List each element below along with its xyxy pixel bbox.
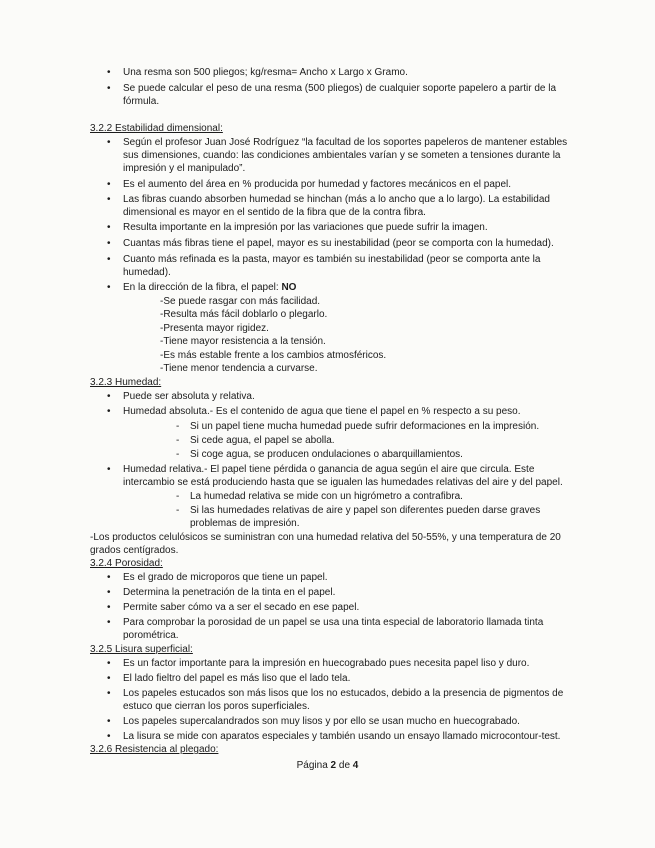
- list-item-continuation: sus dimensiones, cuando: las condiciones ambientales varían y se someten a tensiones durante la: [123, 150, 561, 161]
- list-item: • Cuantas más fibras tiene el papel, mayor es su inestabilidad (peor se comporta con la humedad).: [123, 237, 554, 250]
- sub-item: -Se puede rasgar con más facilidad.: [160, 296, 321, 307]
- section-heading-resistencia: 3.2.6 Resistencia al plegado:: [90, 744, 219, 755]
- list-item: • Es el aumento del área en % producida por humedad y factores mecánicos en el papel.: [123, 178, 511, 191]
- list-item: • Los papeles supercalandrados son muy lisos y por ello se usan mucho en huecograbado.: [123, 715, 520, 728]
- list-item: • Puede ser absoluta y relativa.: [123, 390, 255, 403]
- current-page-number: 2: [330, 760, 337, 771]
- list-item-continuation: intercambio se está produciendo hasta que se igualen las humedades relativas del aire y del papel.: [123, 477, 563, 488]
- sub-item: -Presenta mayor rigidez.: [160, 323, 269, 334]
- sub-item: - Si un papel tiene mucha humedad puede sufrir deformaciones en la impresión.: [190, 420, 539, 433]
- list-item: [123, 281, 296, 294]
- list-item-continuation: humedad).: [123, 267, 171, 278]
- section-heading-porosidad: 3.2.4 Porosidad:: [90, 558, 163, 569]
- section-heading-humedad: 3.2.3 Humedad:: [90, 377, 162, 388]
- footer-separator: de: [336, 760, 353, 771]
- list-item: • El lado fieltro del papel es más liso que el lado tela.: [123, 672, 350, 685]
- list-item: • Se puede calcular el peso de una resma (500 pliegos) de cualquier soporte papelero a partir de la: [123, 82, 556, 95]
- list-item: • Resulta importante en la impresión por las variaciones que puede sufrir la imagen.: [123, 221, 488, 234]
- list-item: • Cuanto más refinada es la pasta, mayor es también su inestabilidad (peor se comporta ante la: [123, 253, 540, 266]
- list-item: • Es un factor importante para la impresión en huecograbado pues necesita papel liso y duro.: [123, 657, 529, 670]
- list-item-continuation: impresión y el manipulado”.: [123, 163, 246, 174]
- list-item-continuation: porométrica.: [123, 630, 179, 641]
- list-item-continuation: fórmula.: [123, 96, 160, 107]
- list-item: • Los papeles estucados son más lisos que los no estucados, debido a la presencia de pigmentos de: [123, 687, 563, 700]
- list-item: • Determina la penetración de la tinta en el papel.: [123, 586, 335, 599]
- list-item: • Es el grado de microporos que tiene un papel.: [123, 571, 328, 584]
- sub-item: - Si cede agua, el papel se abolla.: [190, 434, 335, 447]
- list-item-continuation: estuco que cierran los poros superficiales.: [123, 701, 310, 712]
- sub-item: -Tiene menor tendencia a curvarse.: [160, 363, 318, 374]
- section-heading-lisura: 3.2.5 Lisura superficial:: [90, 644, 193, 655]
- emphasis-no: NO: [281, 282, 297, 293]
- sub-item-continuation: problemas de impresión.: [190, 518, 300, 529]
- list-item: • Para comprobar la porosidad de un papel se usa una tinta especial de laboratorio llamada tinta: [123, 616, 543, 629]
- list-item-text: En la dirección de la fibra, el papel:: [123, 282, 282, 293]
- sub-item: - La humedad relativa se mide con un higrómetro a contrafibra.: [190, 490, 463, 503]
- list-item: • Humedad relativa.- El papel tiene pérdida o ganancia de agua según el aire que circula. Este: [123, 463, 534, 476]
- sub-item: -Tiene mayor resistencia a la tensión.: [160, 336, 326, 347]
- list-item: • Una resma son 500 pliegos; kg/resma= Ancho x Largo x Gramo.: [123, 66, 408, 79]
- section-heading-estabilidad: 3.2.2 Estabilidad dimensional:: [90, 123, 223, 134]
- sub-item: - Si las humedades relativas de aire y papel son diferentes pueden darse graves: [190, 504, 540, 517]
- note-paragraph-continuation: grados centígrados.: [90, 545, 179, 556]
- footer-label: Página: [296, 760, 331, 771]
- sub-item: -Resulta más fácil doblarlo o plegarlo.: [160, 309, 328, 320]
- sub-item: - Si coge agua, se producen ondulaciones o abarquillamientos.: [190, 448, 463, 461]
- note-paragraph: -Los productos celulósicos se suministran con una humedad relativa del 50-55%, y una temperatura de 20: [90, 532, 561, 543]
- list-item-continuation: dimensional es mayor en el sentido de la fibra que de la contra fibra.: [123, 207, 426, 218]
- page-footer: [0, 760, 655, 771]
- list-item: • Según el profesor Juan José Rodríguez “la facultad de los soportes papeleros de mantener estables: [123, 136, 567, 149]
- list-item: • La lisura se mide con aparatos especiales y también usando un ensayo llamado microcontour-test.: [123, 730, 560, 743]
- list-item: • Permite saber cómo va a ser el secado en ese papel.: [123, 601, 359, 614]
- list-item: • Humedad absoluta.- Es el contenido de agua que tiene el papel en % respecto a su peso.: [123, 405, 521, 418]
- total-pages-number: 4: [352, 760, 359, 771]
- list-item: • Las fibras cuando absorben humedad se hinchan (más a lo ancho que a lo largo). La estabilidad: [123, 193, 550, 206]
- sub-item: -Es más estable frente a los cambios atmosféricos.: [160, 350, 387, 361]
